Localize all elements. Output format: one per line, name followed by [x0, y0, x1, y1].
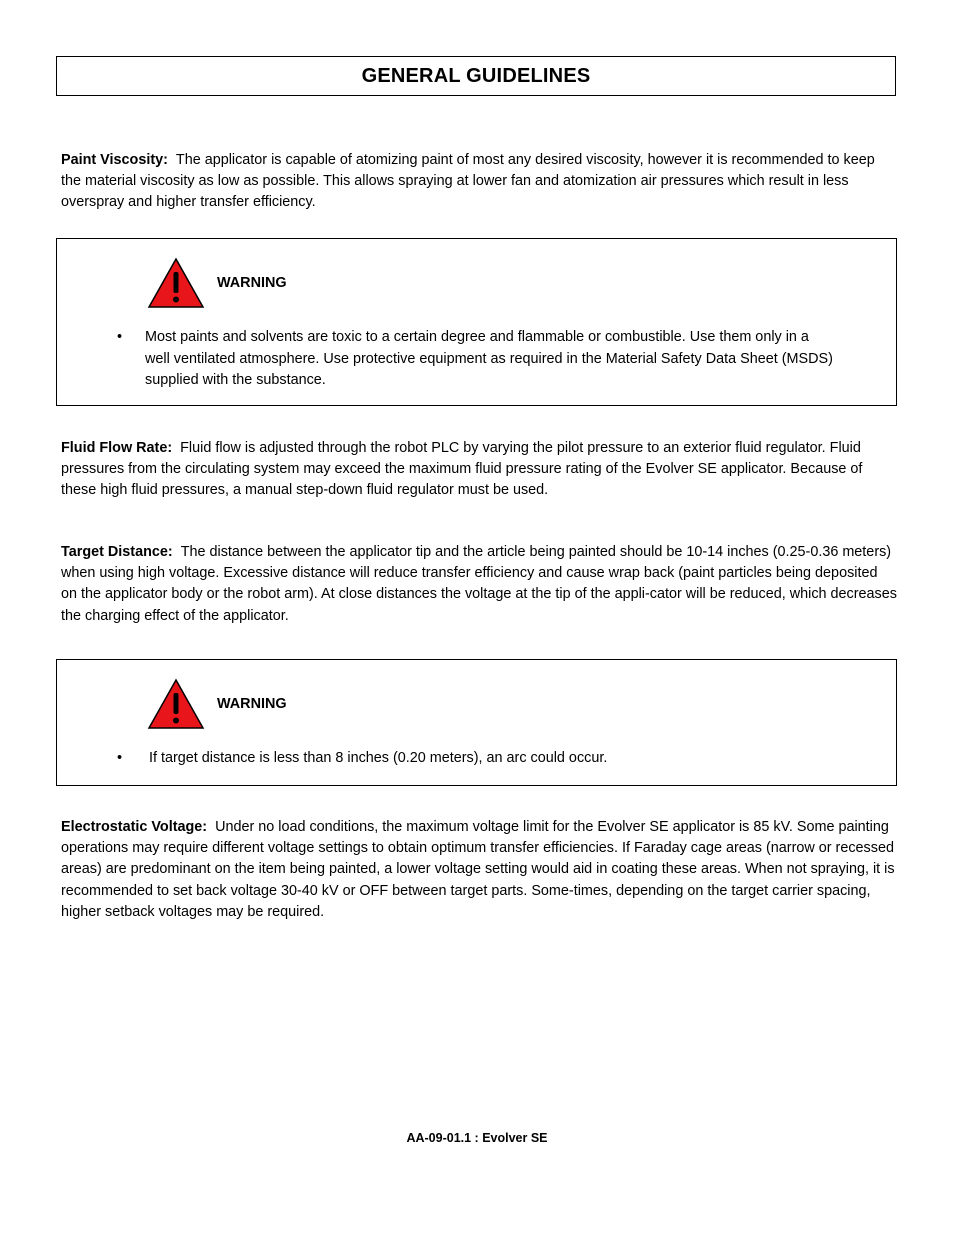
- warning-bullet-text: Most paints and solvents are toxic to a certain degree and flammable or combustible. Use them only in a well ventilated atmosphere. Use protective equipment as required in the Material Safety Data Sheet (MSDS) supplied with the substance.: [145, 329, 833, 388]
- title-box: [56, 56, 896, 96]
- warning-bullet-item: [117, 327, 837, 392]
- target-distance-text: The distance between the applicator tip and the article being painted should be 10-14 inches (0.25-0.36 meters) when using high voltage. Excessive distance will reduce transfer efficiency and cause wrap back (paint particles being deposited on the applicator body or the robot arm). At close distances the voltage at the tip of the appli-cator will be reduced, which decreases the charging effect of the applicator.: [61, 544, 897, 624]
- bullet-symbol: •: [117, 329, 123, 345]
- warning-label: WARNING: [217, 696, 287, 712]
- bullet-symbol: •: [117, 750, 123, 766]
- fluid-flow-rate-text: Fluid flow is adjusted through the robot PLC by varying the pilot pressure to an exterior fluid regulator. Fluid pressures from the circulating system may exceed the maximum fluid pressure rating of the Evolver SE applicator. Because of these high fluid pressures, a manual step-down fluid regulator must be used.: [61, 440, 863, 499]
- warning-bullet-text: If target distance is less than 8 inches (0.20 meters), an arc could occur.: [149, 750, 608, 766]
- warning-triangle-icon: [147, 257, 205, 309]
- warning-bullet-item: [117, 748, 837, 770]
- warning-header: [147, 257, 287, 309]
- fluid-flow-rate-paragraph: [61, 438, 897, 502]
- page-footer: AA-09-01.1 : Evolver SE: [406, 1131, 548, 1145]
- paint-viscosity-paragraph: [61, 150, 897, 214]
- fluid-flow-rate-heading: Fluid Flow Rate:: [61, 440, 173, 456]
- paint-viscosity-text: The applicator is capable of atomizing paint of most any desired viscosity, however it is recommended to keep the material viscosity as low as possible. This allows spraying at lower fan and atomization air pressures which result in less overspray and higher transfer efficiency.: [61, 152, 875, 211]
- warning-triangle-icon: [147, 678, 205, 730]
- warning-header: [147, 678, 287, 730]
- warning-box-toxic: [56, 238, 897, 406]
- target-distance-heading: Target Distance:: [61, 544, 173, 560]
- warning-box-arc: [56, 659, 897, 786]
- target-distance-paragraph: [61, 542, 897, 627]
- electrostatic-voltage-heading: Electrostatic Voltage:: [61, 819, 208, 835]
- electrostatic-voltage-text: Under no load conditions, the maximum voltage limit for the Evolver SE applicator is 85 kV. Some painting operations may require different voltage settings to obtain optimum transfer efficiencies. If Faraday cage areas (narrow or recessed areas) are predominant on the item being painted, a lower voltage setting would aid in coating these areas. When not spraying, it is recommended to set back voltage 30-40 kV or OFF between target parts. Some-times, depending on the target carrier spacing, higher setback voltages may be required.: [61, 819, 895, 920]
- page-title: GENERAL GUIDELINES: [361, 64, 591, 87]
- warning-label: WARNING: [217, 275, 287, 291]
- electrostatic-voltage-paragraph: [61, 817, 897, 923]
- paint-viscosity-heading: Paint Viscosity:: [61, 152, 168, 168]
